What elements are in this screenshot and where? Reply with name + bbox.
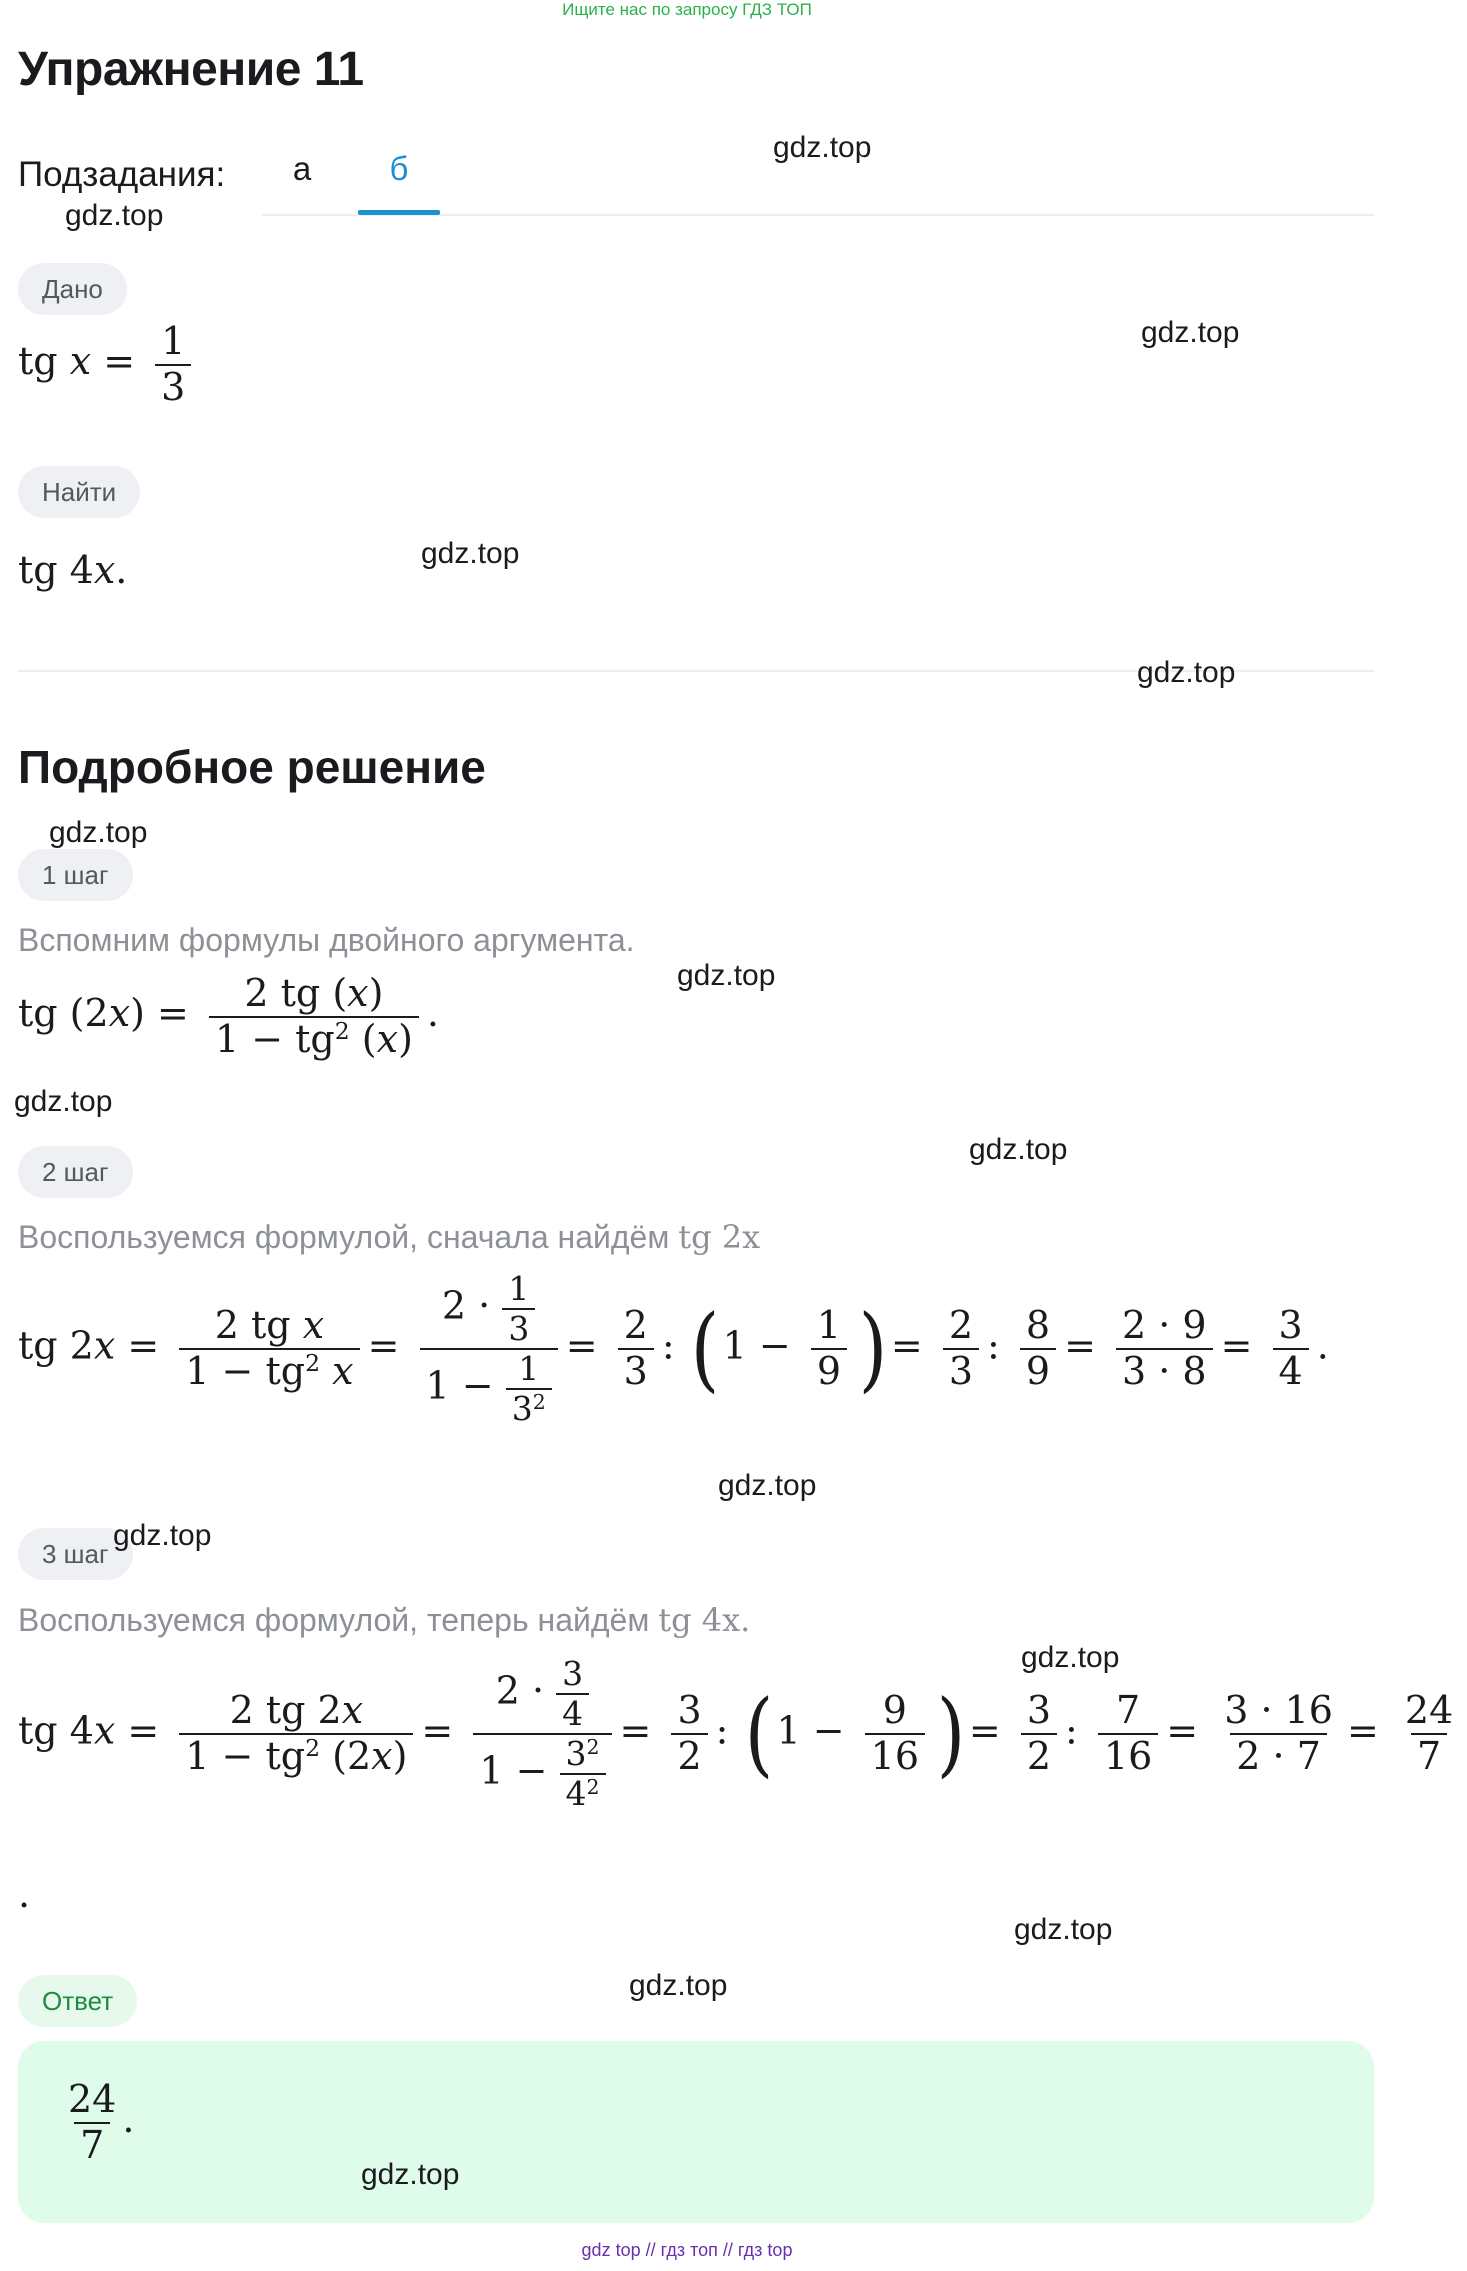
watermark: gdz.top — [1014, 1913, 1113, 1946]
watermark: gdz.top — [677, 959, 776, 992]
step-1-text: Вспомним формулы двойного аргумента. — [18, 922, 635, 958]
watermark: gdz.top — [361, 2158, 460, 2191]
step-3-text: Воспользуемся формулой, теперь найдём tg 4x. — [18, 1601, 751, 1639]
step-2-formula: tg 2x = $\frac{\text{2 tg x}}{1 - tg^2 x}$ = 2 · $\frac{1}{3}$ 1 − $\frac{1}{3^2}$ = $\frac{2}{3}$ : (1 − $\frac{1}{9}$ )= $\frac{2}{3}$ : $\frac{8}{9}$ = $\frac{2 \cdot 9}{3 \cdot 8}$ = $\frac{3}{4}$ . — [18, 1269, 1329, 1428]
trailing-dot: . — [18, 1872, 31, 1916]
tab-subtask-a[interactable]: а — [292, 150, 312, 187]
given-badge: Дано — [18, 263, 127, 315]
subtasks-label: Подзадания: — [18, 155, 226, 194]
top-search-note: Ищите нас по запросу ГДЗ ТОП — [562, 0, 812, 19]
watermark: gdz.top — [1137, 656, 1236, 689]
footer-links: gdz top // гдз топ // гдз top — [581, 2240, 793, 2260]
watermark: gdz.top — [421, 537, 520, 570]
answer-formula: $\frac{24}{7}$ . — [68, 2077, 135, 2167]
page-title: Упражнение 11 — [18, 43, 364, 96]
step-1-formula: tg (2x) = $\frac{2 tg (x)}{1 - tg^2 (x)}$ . — [18, 971, 439, 1061]
watermark: gdz.top — [629, 1969, 728, 2002]
watermark: gdz.top — [49, 816, 148, 849]
watermark: gdz.top — [65, 199, 164, 232]
find-formula: tg 4x. — [18, 548, 128, 592]
watermark: gdz.top — [1141, 316, 1240, 349]
step-2-badge: 2 шаг — [18, 1146, 133, 1198]
watermark: gdz.top — [113, 1519, 212, 1552]
step-3-badge: 3 шаг — [18, 1528, 133, 1580]
step-1-badge: 1 шаг — [18, 849, 133, 901]
answer-box — [18, 2041, 1374, 2223]
solution-title: Подробное решение — [18, 741, 486, 793]
watermark: gdz.top — [773, 131, 872, 164]
step-2-text: Воспользуемся формулой, сначала найдём tg 2x — [18, 1218, 761, 1256]
watermark: gdz.top — [969, 1133, 1068, 1166]
given-formula: tg x = $\frac{1}{3}$ — [18, 320, 199, 409]
step-3-formula: tg 4x = $\frac{2 tg 2x}{1 - tg^2 (2x)}$ = 2 · $\frac{3}{4}$ 1 − $\frac{3^2}{4^2}$ = $\frac{3}{2}$ : (1 − $\frac{9}{16}$ )= $\frac{3}{2}$ : $\frac{7}{16}$ = $\frac{3 \cdot 16}{2 \cdot 7}$ = $\frac{24}{7}$ — [18, 1654, 1454, 1813]
active-tab-indicator — [358, 210, 440, 215]
answer-badge: Ответ — [18, 1975, 137, 2027]
watermark: gdz.top — [718, 1469, 817, 1502]
find-badge: Найти — [18, 466, 140, 518]
tab-subtask-b[interactable]: б — [389, 150, 409, 187]
watermark: gdz.top — [1021, 1641, 1120, 1674]
watermark: gdz.top — [14, 1085, 113, 1118]
